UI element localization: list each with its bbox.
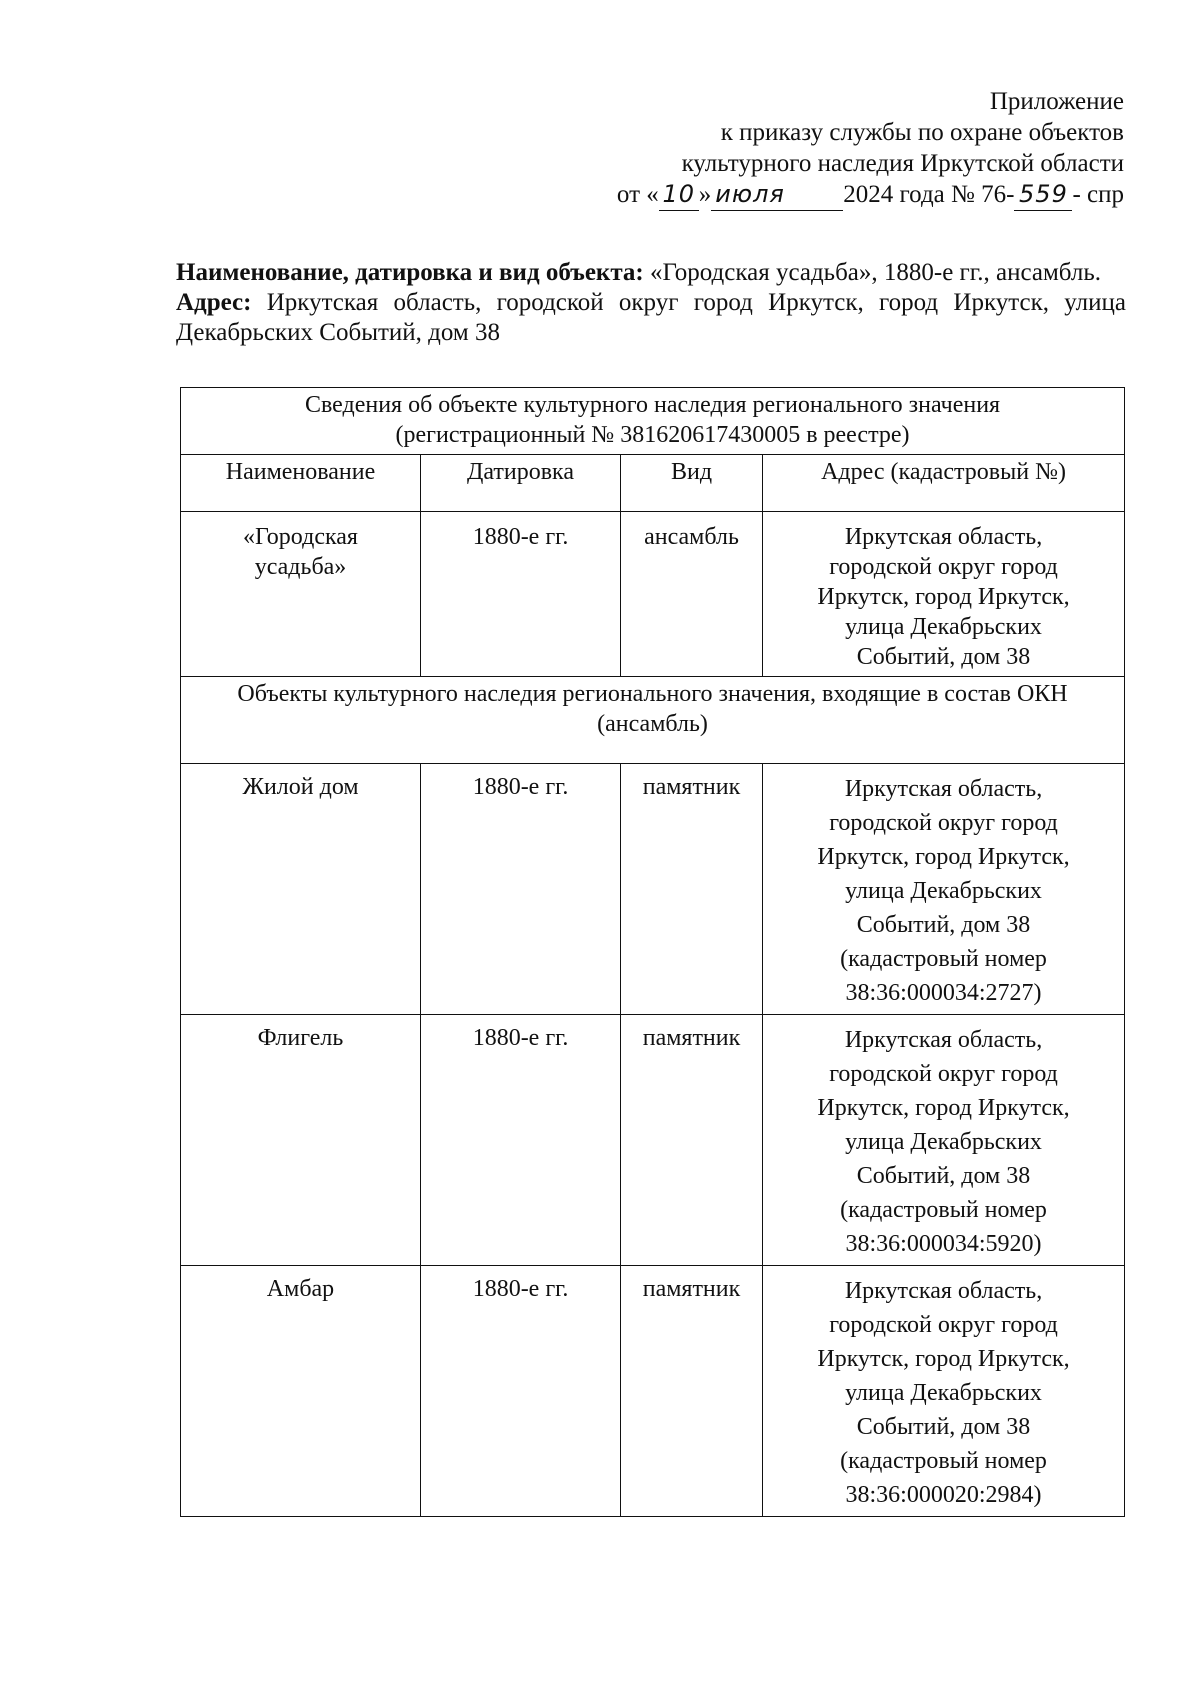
row-name: Флигель — [181, 1015, 421, 1266]
main-type: ансамбль — [621, 512, 763, 677]
row-address: Иркутская область, городской округ город Иркутск, город Иркутск, улица Декабрьских Событий, дом 38 (кадастровый номер 38:36:000034:5920) — [763, 1015, 1125, 1266]
object-info — [176, 258, 1126, 348]
object-address-paragraph — [176, 288, 1126, 348]
table-row-main — [181, 512, 1125, 677]
row-type: памятник — [621, 764, 763, 1015]
table-row — [181, 764, 1125, 1015]
handwritten-day: 10 — [659, 179, 699, 211]
object-address-value: Иркутская область, городской округ город Иркутск, город Иркутск, улица Декабрьских Событий, дом 38 — [176, 289, 1127, 346]
row-type: памятник — [621, 1266, 763, 1517]
main-date: 1880-е гг. — [421, 512, 621, 677]
appendix-order-line: к приказу службы по охране объектов — [720, 119, 1124, 146]
section2-title-row — [181, 677, 1125, 764]
handwritten-month: июля — [711, 179, 843, 211]
main-address: Иркутская область, городской округ город Иркутск, город Иркутск, улица Декабрьских Событий, дом 38 — [763, 512, 1125, 677]
object-address-label: Адрес: — [176, 289, 252, 316]
header-date: Датировка — [421, 455, 621, 512]
order-year: 2024 года № 76- — [843, 181, 1015, 208]
handwritten-order-number: 559 — [1014, 179, 1072, 211]
row-date: 1880-е гг. — [421, 1266, 621, 1517]
appendix-service-line: культурного наследия Иркутской области — [681, 150, 1124, 177]
table-row — [181, 1015, 1125, 1266]
object-name-paragraph — [176, 258, 1126, 288]
header-name: Наименование — [181, 455, 421, 512]
row-name: Жилой дом — [181, 764, 421, 1015]
okn-table — [180, 387, 1125, 1517]
section1-title-row — [181, 388, 1125, 455]
section2-title: Объекты культурного наследия регионального значения, входящие в состав ОКН (ансамбль) — [181, 677, 1125, 764]
row-type: памятник — [621, 1015, 763, 1266]
row-date: 1880-е гг. — [421, 1015, 621, 1266]
header-address: Адрес (кадастровый №) — [763, 455, 1125, 512]
main-name: «Городская усадьба» — [181, 512, 421, 677]
row-address: Иркутская область, городской округ город Иркутск, город Иркутск, улица Декабрьских Событий, дом 38 (кадастровый номер 38:36:000020:2984) — [763, 1266, 1125, 1517]
row-name: Амбар — [181, 1266, 421, 1517]
table-row — [181, 1266, 1125, 1517]
object-name-label: Наименование, датировка и вид объекта: — [176, 259, 644, 286]
appendix-date-line: от « 10 » июля 2024 года № 76- 559 - спр — [424, 179, 1124, 211]
row-address: Иркутская область, городской округ город Иркутск, город Иркутск, улица Декабрьских Событий, дом 38 (кадастровый номер 38:36:000034:2727) — [763, 764, 1125, 1015]
row-date: 1880-е гг. — [421, 764, 621, 1015]
object-name-value: «Городская усадьба», 1880-е гг., ансамбль. — [649, 259, 1102, 286]
appendix-title: Приложение — [989, 88, 1124, 115]
table-header-row — [181, 455, 1125, 512]
appendix-header — [424, 86, 1124, 211]
header-type: Вид — [621, 455, 763, 512]
section1-title: Сведения об объекте культурного наследия регионального значения (регистрационный № 381620617430005 в реестре) — [181, 388, 1125, 455]
